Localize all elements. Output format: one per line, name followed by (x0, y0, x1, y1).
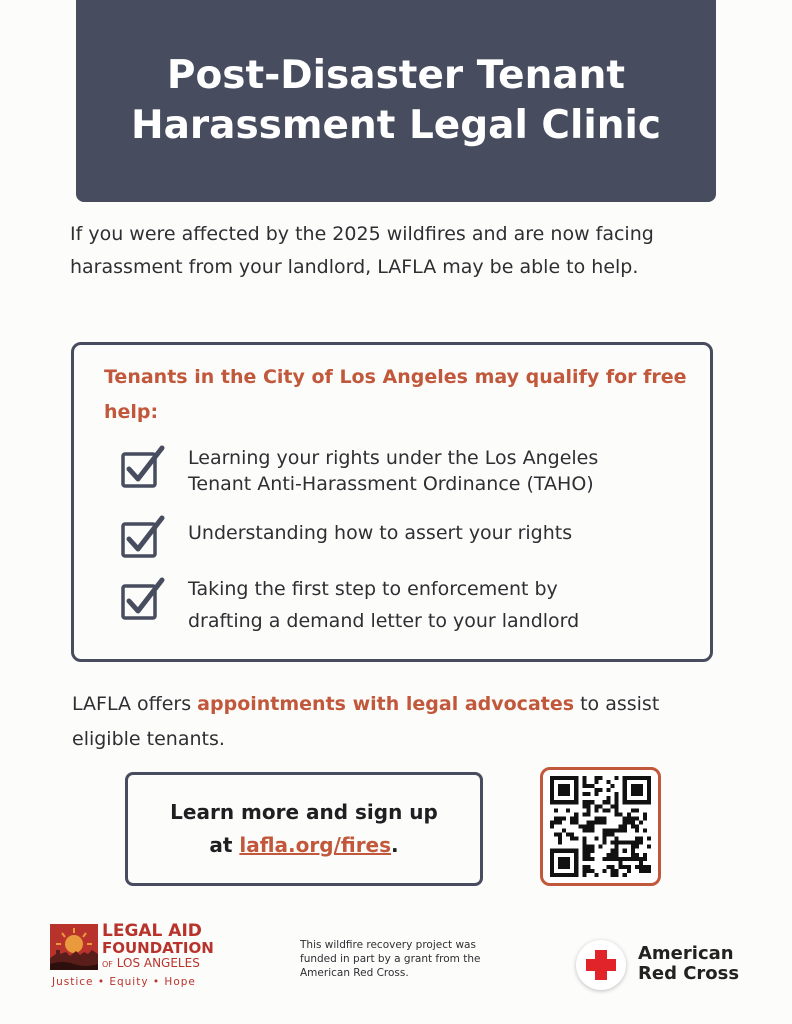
signup-box (125, 772, 483, 886)
checklist-text (188, 445, 688, 497)
lafla-logo (50, 921, 225, 994)
logo-tagline: Justice • Equity • Hope (52, 976, 196, 988)
logo-text-city: LOS ANGELES (116, 956, 200, 970)
american-red-cross-logo (576, 940, 756, 992)
checklist-text (188, 515, 688, 546)
signup-period: . (391, 833, 399, 857)
qr-code-icon (550, 776, 651, 877)
offers-highlight: appointments with legal advocates (197, 693, 575, 715)
checklist-text-line: Learning your rights under the Los Angeles (188, 447, 599, 469)
red-cross-line-2: Red Cross (638, 963, 740, 984)
logo-text-los-angeles (102, 956, 200, 972)
red-cross-icon (576, 940, 626, 990)
page-header (76, 0, 716, 202)
checkbox-checked-icon (120, 577, 166, 621)
logo-text-of: OF (102, 960, 113, 969)
checkbox-checked-icon (120, 515, 166, 559)
logo-text-legal-aid: LEGAL AID (102, 921, 202, 941)
title-line-2: Harassment Legal Clinic (130, 103, 662, 148)
checklist-text (188, 573, 688, 637)
checklist-text-line: drafting a demand letter to your landlord (188, 610, 580, 632)
intro-paragraph: If you were affected by the 2025 wildfires and are now facing harassment from your landlord, LAFLA may be able to help. (70, 223, 654, 278)
page-title (131, 51, 661, 151)
logo-text-foundation: FOUNDATION (102, 939, 214, 957)
qualify-box (71, 342, 713, 662)
offers-text: LAFLA offers (72, 693, 198, 715)
signup-link[interactable]: lafla.org/fires (239, 833, 392, 857)
checkbox-checked-icon (120, 445, 166, 489)
signup-line-1: Learn more and sign up (170, 800, 438, 824)
red-cross-line-1: American (638, 943, 734, 964)
qualify-heading: Tenants in the City of Los Angeles may qualify for free help: (104, 366, 687, 423)
checklist-item (120, 445, 688, 497)
checklist-text-line: Taking the first step to enforcement by (188, 578, 558, 600)
lafla-logo-icon (50, 924, 98, 970)
signup-at: at (209, 833, 240, 857)
offers-paragraph (72, 687, 732, 757)
checklist-text-line: Understanding how to assert your rights (188, 522, 573, 544)
qr-code[interactable] (540, 767, 661, 886)
offers-text-end: to assist eligible tenants. (72, 693, 660, 750)
red-cross-badge (576, 940, 626, 990)
checklist-text-line: Tenant Anti-Harassment Ordinance (TAHO) (188, 473, 594, 495)
checklist-item (120, 515, 688, 559)
grant-text: This wildfire recovery project was funded in part by a grant from the American Red Cross. (300, 939, 481, 979)
red-cross-wordmark (638, 944, 739, 984)
title-line-1: Post-Disaster Tenant (166, 53, 626, 98)
checklist-item (120, 577, 688, 637)
signup-line-2 (209, 829, 398, 862)
